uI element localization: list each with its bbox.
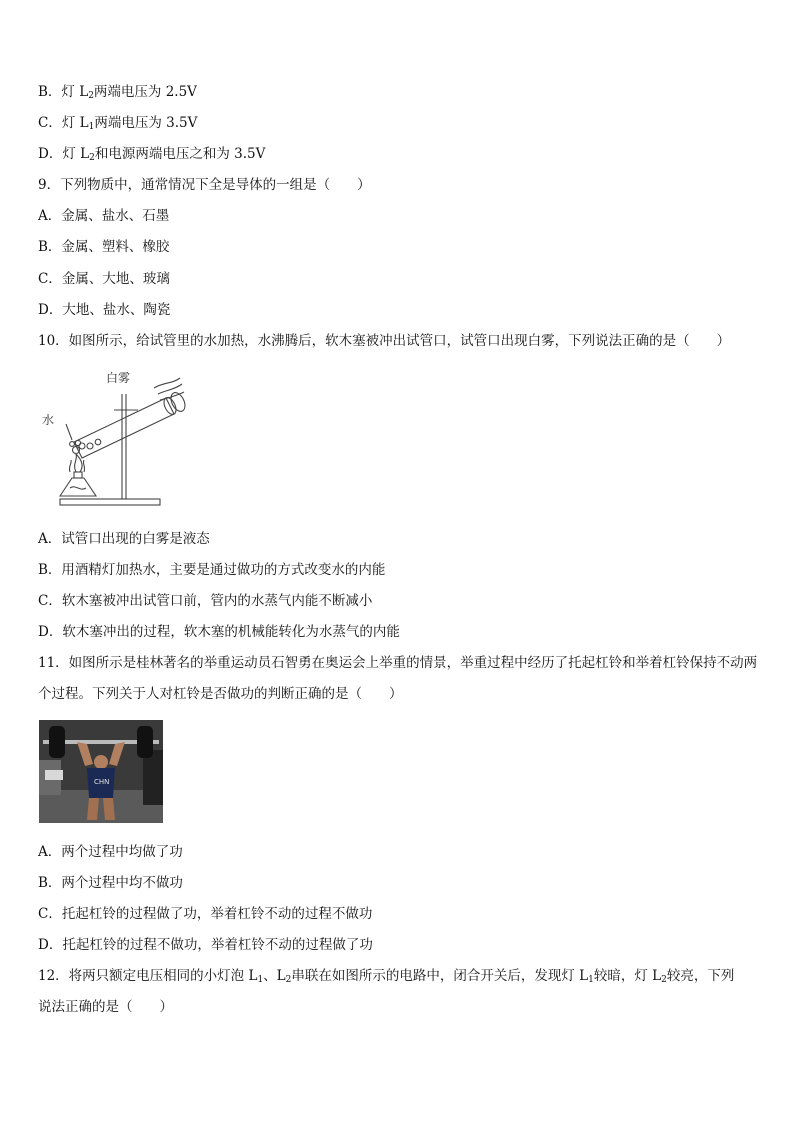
- q9-option-c: C．金属、大地、玻璃: [38, 271, 170, 287]
- q11-option-d: D．托起杠铃的过程不做功，举着杠铃不动的过程做了功: [38, 937, 373, 953]
- water-label: 水: [42, 413, 55, 427]
- q11-option-c: C．托起杠铃的过程做了功，举着杠铃不动的过程不做功: [38, 906, 373, 922]
- fog-label: 白雾: [106, 371, 131, 385]
- photo-jersey-text: CHN: [94, 778, 110, 786]
- q8-option-d: D．灯 $L_2$和电源两端电压之和为 3.5V: [38, 146, 266, 163]
- weightlifter-photo: [39, 720, 163, 823]
- q10-stem: 10．如图所示，给试管里的水加热，水沸腾后，软木塞被冲出试管口，试管口出现白雾，下列说法正确的是（ ）: [38, 333, 731, 349]
- q12-stem-line1: 12．将两只额定电压相同的小灯泡 $L_1$、$L_2$串联在如图所示的电路中，闭合开关后，发现灯 $L_1$较暗，灯 $L_2$较亮，下列: [38, 968, 735, 985]
- q11-option-b: B．两个过程中均不做功: [38, 875, 183, 891]
- q12-stem-line2: 说法正确的是（ ）: [38, 999, 173, 1015]
- q10-option-d: D．软木塞冲出的过程，软木塞的机械能转化为水蒸气的内能: [38, 624, 400, 640]
- q10-option-b: B．用酒精灯加热水，主要是通过做功的方式改变水的内能: [38, 562, 386, 578]
- q11-option-a: A．两个过程中均做了功: [38, 844, 183, 860]
- q9-option-a: A．金属、盐水、石墨: [38, 208, 170, 224]
- q10-option-c: C．软木塞被冲出试管口前，管内的水蒸气内能不断减小: [38, 593, 373, 609]
- q8-option-c: C．灯 $L_1$两端电压为 3.5V: [38, 115, 198, 132]
- q9-stem: 9．下列物质中，通常情况下全是导体的一组是（ ）: [38, 177, 371, 193]
- q11-stem: 11．如图所示是桂林著名的举重运动员石智勇在奥运会上举重的情景，举重过程中经历了托起杠铃和举着杠铃保持不动两个过程。下列关于人对杠铃是否做功的判断正确的是（ ）: [38, 655, 758, 702]
- q9-option-b: B．金属、塑料、橡胶: [38, 239, 170, 255]
- test-tube-heating-figure: [38, 364, 198, 514]
- q9-option-d: D．大地、盐水、陶瓷: [38, 302, 171, 318]
- q8-option-b: B．灯 $L_2$两端电压为 2.5V: [38, 84, 197, 101]
- q10-option-a: A．试管口出现的白雾是液态: [38, 531, 210, 547]
